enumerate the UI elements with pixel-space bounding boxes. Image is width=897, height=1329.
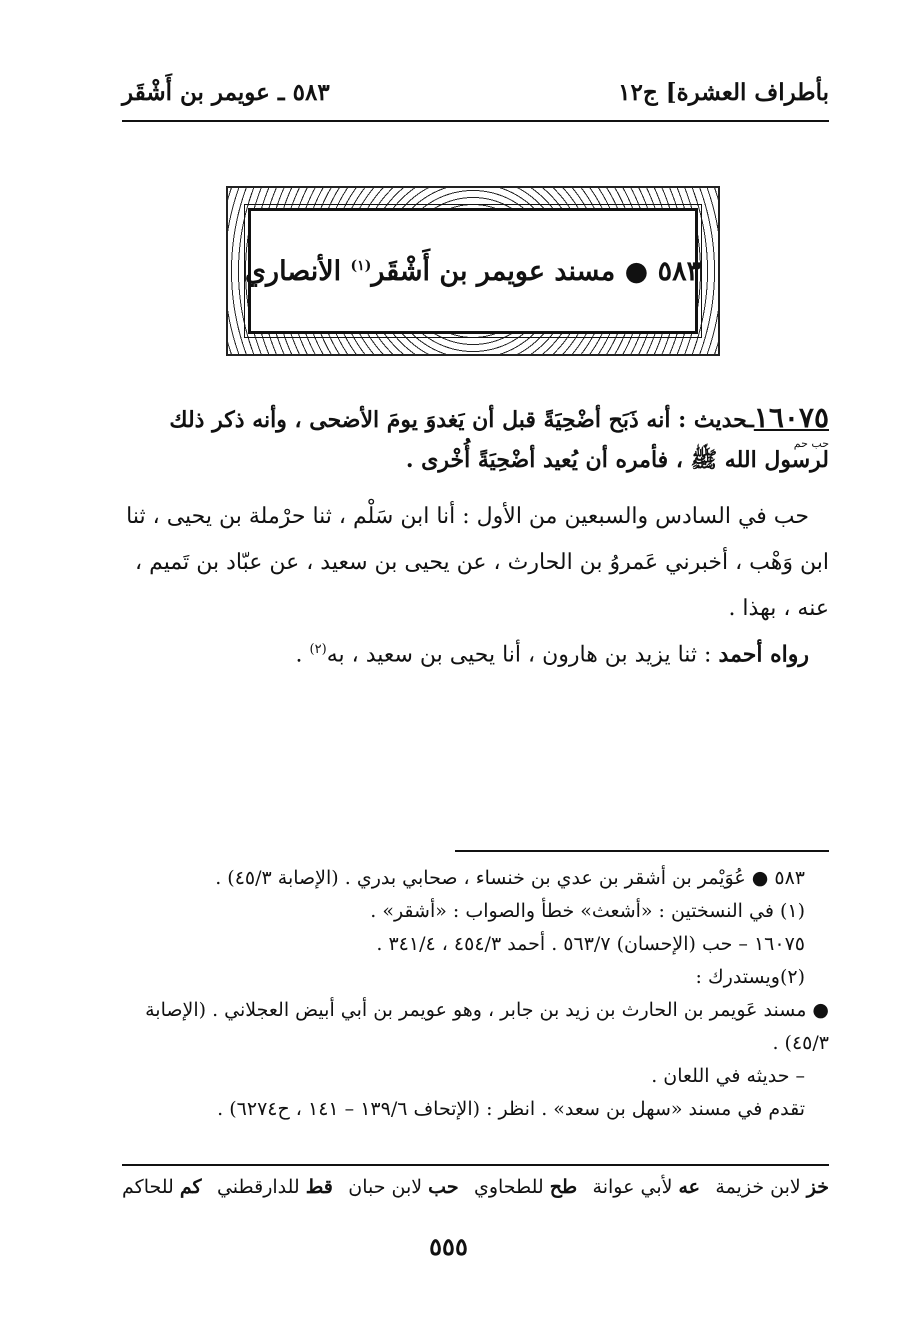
hadith-number: ١٦٠٧٥ — [753, 401, 829, 434]
sigla-item: طح للطحاوي — [473, 1176, 578, 1198]
sigla-item: قط للدارقطني — [216, 1176, 333, 1198]
hadith-entry — [122, 398, 829, 480]
sigla-item: كم للحاكم — [122, 1176, 202, 1198]
footnote-line: ٥٨٣ ● عُوَيْمر بن أشقر بن عدي بن خنساء ، صحابي بدري . (الإصابة ٤٥/٣) . — [215, 867, 805, 889]
hadith-sigla: حب حم — [793, 437, 829, 450]
footnote-line: ● مسند عَويمر بن الحارث بن زيد بن جابر ، وهو عويمر بن أبي أبيض العجلاني . (الإصابة ٤٥/٣) . — [145, 999, 829, 1054]
header-section: ٥٨٣ ـ عويمر بن أَشْقَر — [122, 78, 330, 106]
header-rule — [122, 120, 829, 122]
musnad-title-end: الأنصاري — [244, 255, 351, 287]
riwaya-text: : ثنا يزيد بن هارون ، أنا يحيى بن سعيد ، به — [326, 642, 719, 668]
footnotes — [122, 862, 829, 1126]
footnote-ref-1: (١) — [350, 257, 372, 274]
footnote-line: تقدم في مسند «سهل بن سعد» . انظر : (الإتحاف ١٣٩/٦ – ١٤١ ، ح٦٢٧٤) . — [217, 1098, 805, 1120]
footnote-line: ١٦٠٧٥ – حب (الإحسان) ٥٦٣/٧ . أحمد ٤٥٤/٣ ، ٣٤١/٤ . — [376, 933, 805, 955]
hadith-line-2: لرسول الله ﷺ ، فأمره أن يُعيد أضْحِيَةً أُخْرى . — [405, 447, 829, 473]
hadith-text-1: ـحديث : أنه ذَبَح أضْحِيَةً قبل أن يَغدوَ يومَ الأضحى ، وأنه ذكر ذلك — [169, 407, 754, 433]
isnad-paragraph: حب في السادس والسبعين من الأول : أنا ابن سَلْم ، ثنا حرْملة بن يحيى ، ثنا ابن وَهْب ، أخبرني عَمروُ بن الحارث ، عن يحيى بن سعيد ، عن عبّاد بن تَميم ، عنه ، بهذا . — [126, 504, 829, 621]
riwaya-end: . — [295, 642, 310, 668]
footnote-ref-2: (٢) — [309, 642, 327, 657]
sigla-item: حب لابن حبان — [348, 1176, 459, 1198]
ornamental-title-frame — [226, 186, 720, 356]
footnote-line: (٢)ويستدرك : — [695, 966, 805, 988]
running-head — [122, 72, 829, 112]
musnad-title-text: ٥٨٣ ● مسند عويمر بن أَشْقَر — [371, 255, 702, 287]
footnote-line: (١) في النسختين : «أشعث» خطأ والصواب : «أشقر» . — [370, 900, 805, 922]
riwaya-lead: رواه أحمد — [718, 641, 809, 668]
sigla-item: خز لابن خزيمة — [715, 1176, 829, 1198]
riwaya-line — [122, 630, 829, 675]
sigla-rule — [122, 1164, 829, 1166]
musnad-title — [245, 256, 701, 287]
header-book-volume: بأطراف العشرة] ج١٢ — [618, 78, 829, 106]
title-box — [244, 208, 702, 334]
sigla-item: عه لأبي عوانة — [592, 1176, 701, 1198]
footnote-line: – حديثه في اللعان . — [651, 1065, 805, 1087]
footnote-rule — [455, 850, 829, 852]
sigla-key — [122, 1176, 829, 1198]
hadith-line-1 — [122, 398, 829, 440]
page-number: ٥٥٥ — [429, 1232, 468, 1261]
